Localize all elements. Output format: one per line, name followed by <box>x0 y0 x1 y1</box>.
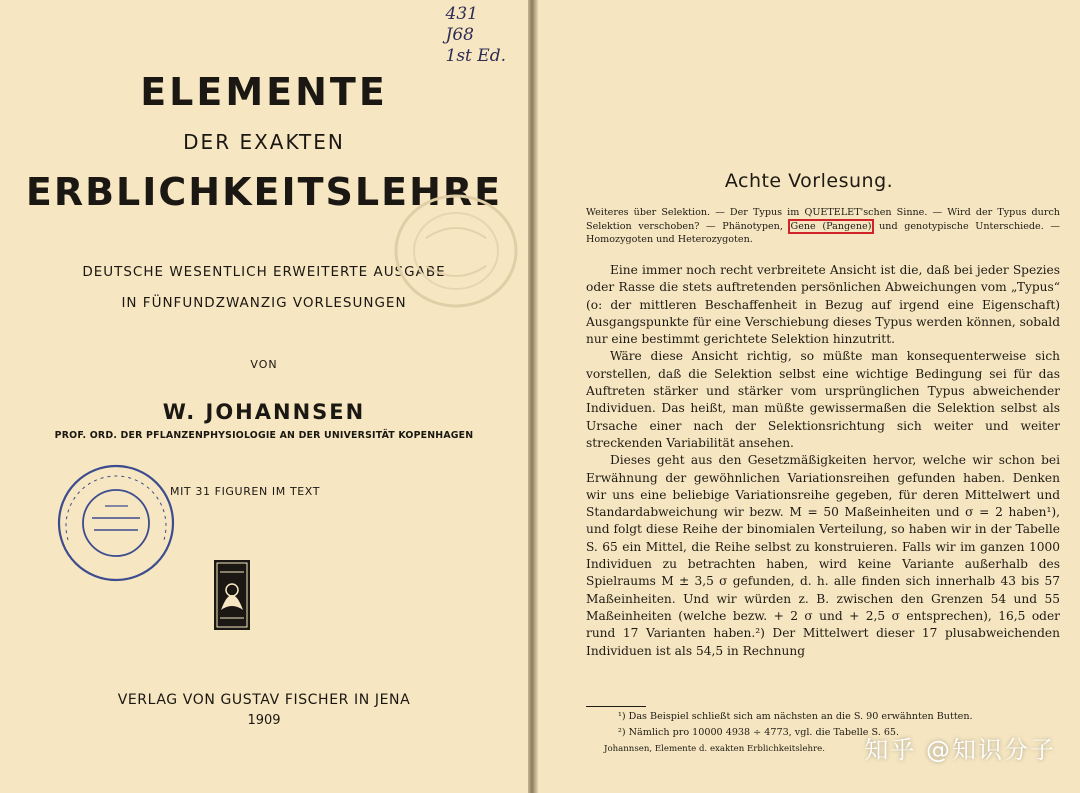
author-name: W. JOHANNSEN <box>162 400 366 424</box>
publisher-emblem <box>214 560 250 630</box>
von-label: VON <box>250 358 278 371</box>
book-gutter <box>528 0 538 793</box>
subtitle-line-1: DEUTSCHE WESENTLICH ERWEITERTE AUSGABE <box>82 264 446 280</box>
subtitle-line-2: IN FÜNFUNDZWANZIG VORLESUNGEN <box>121 295 407 311</box>
embossed-seal <box>386 188 526 314</box>
handwritten-call-number <box>446 4 506 67</box>
chapter-summary <box>586 206 1060 247</box>
summary-text: Weiteres über Selektion. — Der Typus im QUETELET'schen Sinne. — Wird der Typus durch Selektion verschoben? — Phänotypen, <box>586 207 1060 232</box>
publisher-line: VERLAG VON GUSTAV FISCHER IN JENA <box>117 692 411 708</box>
figures-note: MIT 31 FIGUREN IM TEXT <box>170 485 321 498</box>
handwritten-note-line: 431 <box>445 4 478 24</box>
highlighted-term-gene: Gene (Pangene) <box>790 220 872 232</box>
running-footer: Johannsen, Elemente d. exakten Erblichkeitslehre. <box>604 744 825 754</box>
zhihu-watermark: 知乎 @知识分子 <box>864 736 1056 764</box>
footnote-1: ¹) Das Beispiel schließt sich am nächsten an die S. 90 erwähnten Butten. <box>618 711 973 722</box>
handwritten-note-line: 1st Ed. <box>445 46 506 66</box>
left-page-title-page <box>0 0 528 793</box>
book-title-line-1: ELEMENTE <box>140 70 388 114</box>
footnote-divider <box>586 706 646 707</box>
summary-text: und genotypische Unterschiede. — Homozygoten und Heterozygoten. <box>586 220 1060 246</box>
paragraph: Eine immer noch recht verbreitete Ansicht ist die, daß bei jeder Spezies oder Rasse die stets auftretenden persönlichen Abweichungen vom „Typus“ (o: der mittleren Beschaffenheit in Bezug auf irgend eine Eigenschaft) Ausgangspunkte für eine Verschiebung dieses Typus werden können, sobald nur eine bestimmt gerichtete Selektion hinzutritt. <box>586 263 1060 347</box>
right-page-text <box>538 0 1080 793</box>
paragraph: Dieses geht aus den Gesetzmäßigkeiten hervor, welche wir schon bei Erwähnung der gewöhnlichen Variationsreihen gefunden haben. Denken wir uns eine beliebige Variationsreihe gegeben, für deren Mittelwert und Standardabweichung wir bezw. M = 50 Maßeinheiten und σ = 2 haben¹), und folgt diese Reihe der binomialen Verteilung, so haben wir in der Tabelle S. 65 ein Mittel, die Reihe selbst zu konstruieren. Falls wir im ganzen 1000 Individuen zu betrachten haben, wird keine Variante außerhalb des Spielraums M ± 3,5 σ gefunden, d. h. alle finden sich innerhalb 43 bis 57 Maßeinheiten. Und wir würden z. B. zwischen den Grenzen 54 und 55 Maßeinheiten (welche bezw. + 2 σ und + 2,5 σ entsprechen), 16,5 oder rund 17 Varianten haben.²) Der Mittelwert dieser 17 plusabweichenden Individuen ist als 54,5 in Rechnung <box>586 453 1060 658</box>
book-title-line-3: ERBLICHKEITSLEHRE <box>25 170 503 214</box>
author-title: PROF. ORD. DER PFLANZENPHYSIOLOGIE AN DER UNIVERSITÄT KOPENHAGEN <box>54 430 474 441</box>
chapter-heading: Achte Vorlesung. <box>724 170 894 192</box>
library-stamp <box>50 460 182 586</box>
body-text <box>586 262 1060 660</box>
footnote-2: ²) Nämlich pro 10000 4938 ÷ 4773, vgl. die Tabelle S. 65. <box>618 727 900 738</box>
book-title-line-2: DER EXAKTEN <box>183 130 345 154</box>
paragraph: Wäre diese Ansicht richtig, so müßte man konsequenterweise sich vorstellen, daß die Selektion selbst eine wichtige Bedingung sei für das Auftreten stärker und stärker vom ursprünglichen Typus abweichender Individuen. Das heißt, man müßte gewissermaßen die Selektion selbst als Ursache einer nach der Selektionsrichtung sich weiter und weiter streckenden Variabilität ansehen. <box>586 349 1060 450</box>
handwritten-note-line: J68 <box>445 25 474 45</box>
publication-year: 1909 <box>247 713 281 728</box>
